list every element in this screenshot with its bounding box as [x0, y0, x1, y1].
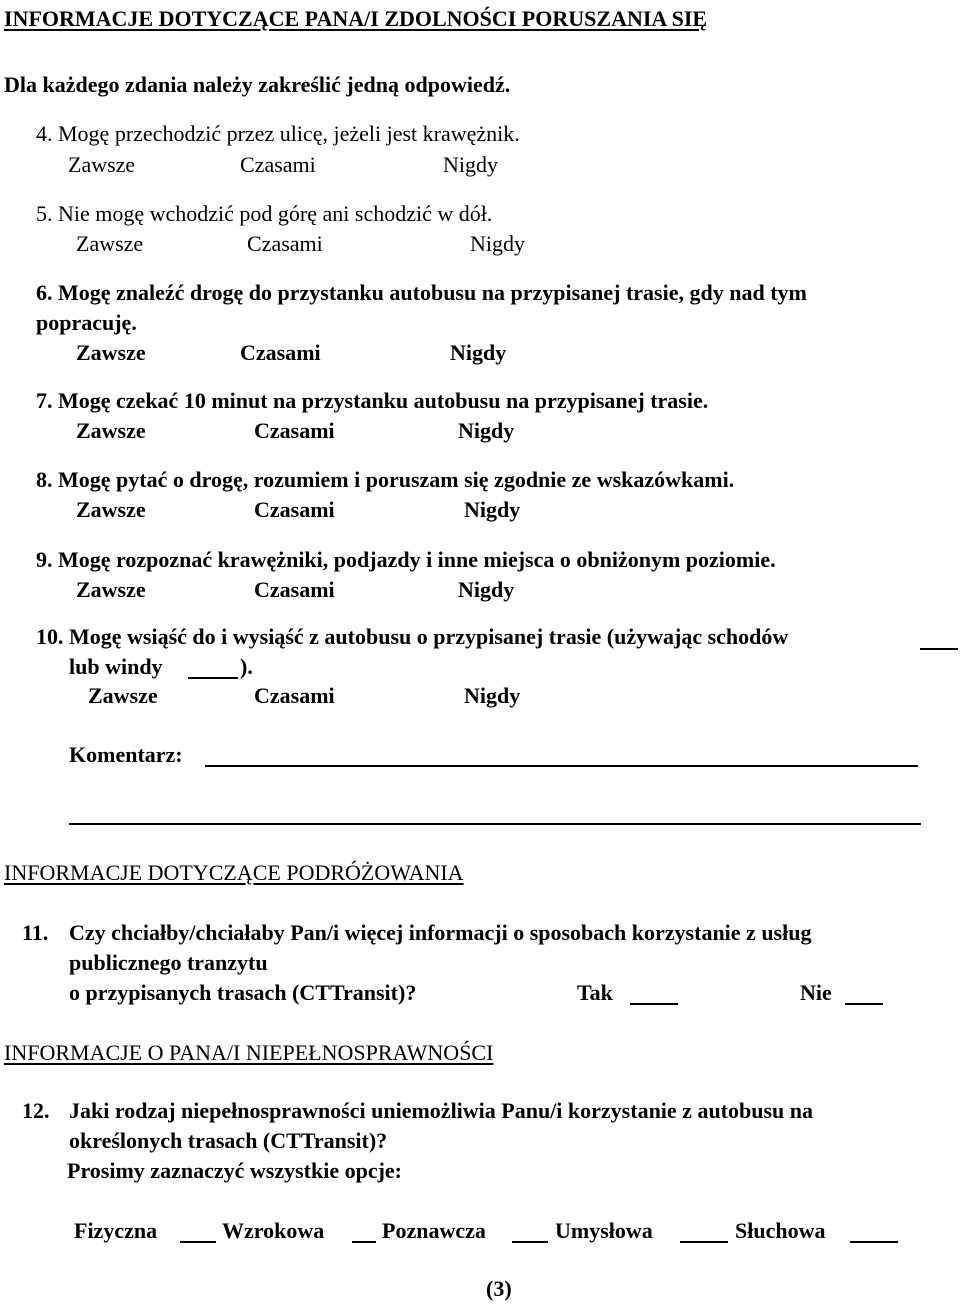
q7-option-always[interactable]: Zawsze [76, 418, 146, 443]
elevator-blank[interactable] [188, 677, 238, 679]
option-mental-label: Umysłowa [555, 1218, 653, 1243]
section-title-disability: INFORMACJE O PANA/I NIEPEŁNOSPRAWNOŚCI [4, 1040, 494, 1065]
q9-option-sometimes[interactable]: Czasami [254, 577, 335, 602]
q10-option-always[interactable]: Zawsze [88, 683, 158, 708]
q7-option-sometimes[interactable]: Czasami [254, 418, 335, 443]
question-10-number: 10. [36, 624, 64, 649]
question-11-line3: o przypisanych trasach (CTTransit)? [69, 980, 417, 1005]
option-cognitive-blank[interactable] [512, 1241, 548, 1243]
q5-option-never[interactable]: Nigdy [470, 231, 525, 256]
question-10-line2b: ). [240, 654, 253, 679]
question-12-line2: określonych trasach (CTTransit)? [69, 1128, 388, 1153]
question-11-line2: publicznego tranzytu [69, 950, 268, 975]
question-10-line2a: lub windy [69, 654, 163, 679]
question-6-line2: popracuję. [36, 310, 137, 335]
option-physical-label: Fizyczna [74, 1218, 158, 1243]
q11-no-blank[interactable] [845, 1003, 883, 1005]
question-6-line1: 6. Mogę znaleźć drogę do przystanku autobusu na przypisanej trasie, gdy nad tym [36, 280, 807, 305]
section-title-mobility: INFORMACJE DOTYCZĄCE PANA/I ZDOLNOŚCI PORUSZANIA SIĘ [4, 6, 708, 31]
q8-option-never[interactable]: Nigdy [464, 497, 521, 522]
question-9: 9. Mogę rozpoznać krawężniki, podjazdy i inne miejsca o obniżonym poziomie. [36, 547, 776, 572]
option-mental-blank[interactable] [680, 1241, 728, 1243]
option-hearing-blank[interactable] [850, 1241, 898, 1243]
q9-option-always[interactable]: Zawsze [76, 577, 146, 602]
question-11-line1: Czy chciałby/chciałaby Pan/i więcej informacji o sposobach korzystanie z usług [69, 920, 812, 945]
q11-yes-blank[interactable] [630, 1003, 678, 1005]
question-10-line1: Mogę wsiąść do i wysiąść z autobusu o przypisanej trasie (używając schodów [69, 624, 789, 649]
comment-line-1[interactable] [205, 765, 918, 767]
option-visual-label: Wzrokowa [222, 1218, 325, 1243]
q8-option-sometimes[interactable]: Czasami [254, 497, 335, 522]
q4-option-sometimes[interactable]: Czasami [240, 152, 316, 177]
q6-option-sometimes[interactable]: Czasami [240, 340, 321, 365]
q5-option-sometimes[interactable]: Czasami [247, 231, 323, 256]
q7-option-never[interactable]: Nigdy [458, 418, 515, 443]
question-4: 4. Mogę przechodzić przez ulicę, jeżeli jest krawężnik. [36, 121, 520, 146]
question-12-number: 12. [22, 1098, 50, 1123]
comment-label: Komentarz: [69, 742, 183, 767]
q11-yes-label: Tak [577, 980, 613, 1005]
question-5: 5. Nie mogę wchodzić pod górę ani schodzić w dół. [36, 201, 493, 226]
q4-option-always[interactable]: Zawsze [68, 152, 136, 177]
stairs-blank[interactable] [920, 648, 958, 650]
question-8: 8. Mogę pytać o drogę, rozumiem i poruszam się zgodnie ze wskazówkami. [36, 467, 735, 492]
option-hearing-label: Słuchowa [735, 1218, 826, 1243]
q10-option-sometimes[interactable]: Czasami [254, 683, 335, 708]
instruction-text: Dla każdego zdania należy zakreślić jedną odpowiedź. [4, 72, 511, 97]
q9-option-never[interactable]: Nigdy [458, 577, 515, 602]
q5-option-always[interactable]: Zawsze [76, 231, 144, 256]
question-11-number: 11. [22, 920, 49, 945]
section-title-travel: INFORMACJE DOTYCZĄCE PODRÓŻOWANIA [4, 860, 464, 885]
question-12-note: Prosimy zaznaczyć wszystkie opcje: [67, 1158, 402, 1183]
option-cognitive-label: Poznawcza [382, 1218, 486, 1243]
q6-option-never[interactable]: Nigdy [450, 340, 507, 365]
option-visual-blank[interactable] [352, 1241, 376, 1243]
page-number: (3) [486, 1276, 512, 1301]
q8-option-always[interactable]: Zawsze [76, 497, 146, 522]
question-7: 7. Mogę czekać 10 minut na przystanku autobusu na przypisanej trasie. [36, 388, 709, 413]
q4-option-never[interactable]: Nigdy [443, 152, 498, 177]
comment-line-2[interactable] [69, 823, 921, 825]
q10-option-never[interactable]: Nigdy [464, 683, 521, 708]
q6-option-always[interactable]: Zawsze [76, 340, 146, 365]
question-12-line1: Jaki rodzaj niepełnosprawności uniemożliwia Panu/i korzystanie z autobusu na [69, 1098, 814, 1123]
option-physical-blank[interactable] [180, 1241, 216, 1243]
q11-no-label: Nie [800, 980, 832, 1005]
